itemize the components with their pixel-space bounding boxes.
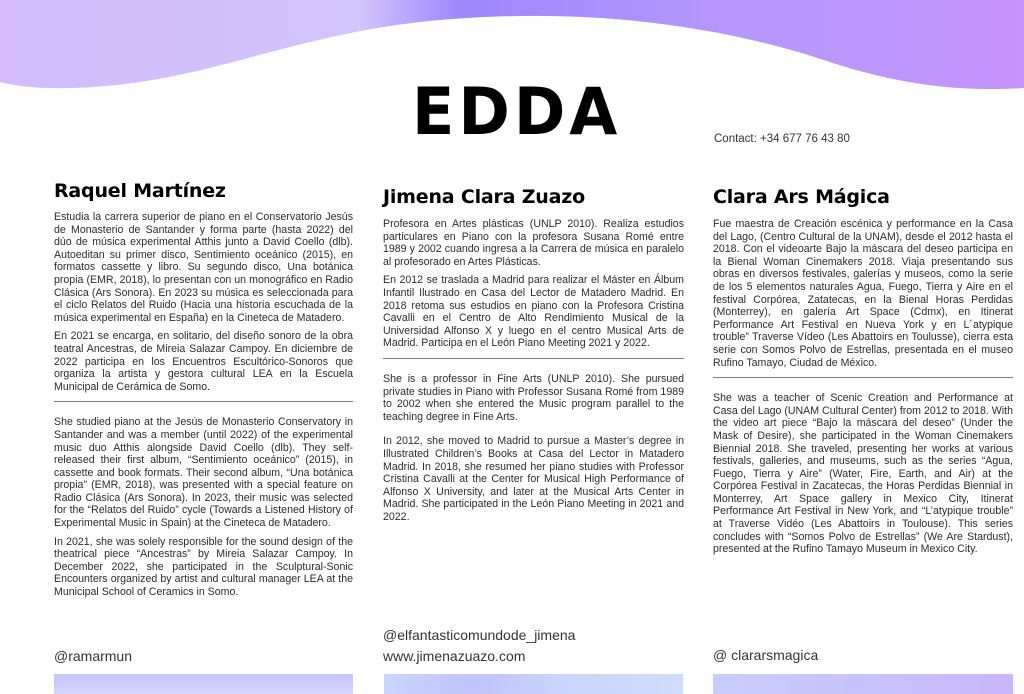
bio-english <box>713 392 1013 556</box>
bio-paragraph: En 2012 se traslada a Madrid para realizar el Máster en Álbum Infantil Ilustrado en Casa del Lector de Matadero Madrid. En 2018 retoma sus estudios en piano con la Profesora Cristina Cavalli en el Centro de Alto Rendimiento Musical de la Universidad Alfonso X y luego en el centro Musical Arts de Madrid. Participa en el León Piano Meeting 2021 y 2022. <box>383 274 684 350</box>
divider <box>713 377 1013 378</box>
bio-paragraph: Fue maestra de Creación escénica y performance en la Casa del Lago, (Centro Cultural de la UNAM), desde el 2012 hasta el 2018. Con el videoarte Bajo la máscara del deseo participa en la Bienal Woman Cinemakers 2018. Viaja presentando sus obras en diversos festivales, galerías y museos, como la serie de los 5 elementos naturales Agua, Fuego, Tierra y Aire en el festival Corpórea, Zatatecas, en la Bienal Horas Perdidas (Monterrey), en galería Art Space (Cdmx), en Itinerat Performance Art Festival en Nueva York y en L´atypique trouble” Traverse Vídeo (Les Abattoirs en Toulusse), cierra esta serie con Somos Polvo de Estrellas, presentada en el museo Rufino Tamayo, Ciudad de México. <box>713 218 1013 369</box>
social-handles-raquel <box>54 646 132 667</box>
artist-name: Clara Ars Mágica <box>713 186 890 208</box>
page-title: EDDA <box>412 73 622 150</box>
social-handles-jimena <box>383 625 575 667</box>
bio-paragraph: She is a professor in Fine Arts (UNLP 2010). She pursued private studies in Piano with Professor Susana Romé from 1989 to 2002 when she entered the Music program parallel to the teaching degree in Fine Arts. <box>383 372 684 423</box>
bio-spanish <box>383 218 684 350</box>
artist-name: Jimena Clara Zuazo <box>383 186 585 208</box>
artist-column-jimena <box>383 185 684 529</box>
bio-paragraph: She was a teacher of Scenic Creation and Performance at Casa del Lago (UNAM Cultural Center) from 2012 to 2018. With the video art piece “Bajo la máscara del deseo” (Under the Mask of Desire), she participated in the Woman Cinemakers Biennial 2018. She traveled, presenting her works at various festivals, galleries, and museums, such as the series “Agua, Fuego, Tierra y Aire” (Water, Fire, Earth, and Air) at the Corpórea Festival in Zacatecas, the Horas Perdidas Biennial in Monterrey, Art Space gallery in Mexico City, Itinerat Performance Art Festival in New York, and “L’atypique trouble” at Traverse Vidéo (Les Abattoirs in Toulouse). This series concludes with “Somos Polvo de Estrellas” (We Are Stardust), presented at the Rufino Tamayo Museum in Mexico City. <box>713 392 1013 556</box>
artist-name: Raquel Martínez <box>54 180 226 202</box>
footer-color-bar <box>713 674 1013 694</box>
bio-paragraph: In 2021, she was solely responsible for the sound design of the theatrical piece “Ancestras” by Mireia Salazar Campoy. In December 2022, she participated in the Sculptural-Sonic Encounters organized by artist and cultural manager LEA at the Municipal School of Ceramics in Somo. <box>54 535 353 599</box>
contact-phone: Contact: +34 677 76 43 80 <box>714 133 850 145</box>
footer-color-bar <box>54 674 353 694</box>
bio-english <box>54 416 353 598</box>
bio-paragraph: She studied piano at the Jesús de Monasterio Conservatory in Santander and was a member (until 2022) of the experimental music duo Atthis alongside David Coello (dlb). They self-released their first album, “Sentimiento oceánico” (2015), in cassette and book formats. Their second album, “Una botánica propia” (EMR, 2018), was presented with a special feature on Radio Clásica (Ars Sonora). In 2023, their music was selected for the “Relatos del Ruido” cycle (Towards a Listened History of Experimental Music in Spain) at the Cineteca de Matadero. <box>54 416 353 530</box>
bio-paragraph: In 2012, she moved to Madrid to pursue a Master’s degree in Illustrated Children’s Books at Casa del Lector in Matadero Madrid. In 2018, she resumed her piano studies with Professor Cristina Cavalli at the Center for Musical High Performance of Alfonso X University, and later at the Musical Arts Center in Madrid. She participated in the León Piano Meeting in 2021 and 2022. <box>383 435 684 523</box>
bio-paragraph: Estudia la carrera superior de piano en el Conservatorio Jesús de Monasterio de Santander y forma parte (hasta 2022) del dúo de música experimental Atthis junto a David Coello (dlb). Autoeditan su primer disco, Sentimiento oceánico (2015), en formatos cassette y libro. Su segundo disco, Una botánica propia (EMR, 2018), lo presentan con un monográfico en Radio Clásica (Ars Sonora). En 2023 su música es seleccionada para el ciclo Relatos del Ruido (Hacia una historia escuchada de la música experimental en España) en la Cineteca de Matadero. <box>54 211 353 324</box>
bio-spanish <box>713 218 1013 369</box>
footer-color-bar <box>384 674 683 694</box>
artist-column-raquel <box>54 179 353 605</box>
bio-english <box>383 373 684 524</box>
bio-paragraph: Profesora en Artes plásticas (UNLP 2010). Realiza estudios particulares en Piano con la profesora Susana Romé entre 1989 y 2002 cuando ingresa a la Carrera de música en paralelo al profesorado en Artes Plásticas. <box>383 218 684 268</box>
artist-column-clara <box>713 185 1013 562</box>
divider <box>54 401 353 402</box>
instagram-handle[interactable]: @ramarmun <box>54 648 133 664</box>
bio-paragraph: En 2021 se encarga, en solitario, del diseño sonoro de la obra teatral Ancestras, de Mireia Salazar Campoy. En diciembre de 2022 participa en los Encuentros Escultórico-Sonoros que organiza la artista y gestora cultural LEA en la Escuela Municipal de Cerámica de Somo. <box>54 330 353 393</box>
instagram-handle[interactable]: @ clararsmagica <box>713 647 819 663</box>
website-link[interactable]: www.jimenazuazo.com <box>383 648 526 664</box>
social-handles-clara <box>713 645 818 666</box>
bio-spanish <box>54 211 353 393</box>
instagram-handle[interactable]: @elfantasticomundode_jimena <box>383 627 576 643</box>
divider <box>383 358 684 359</box>
